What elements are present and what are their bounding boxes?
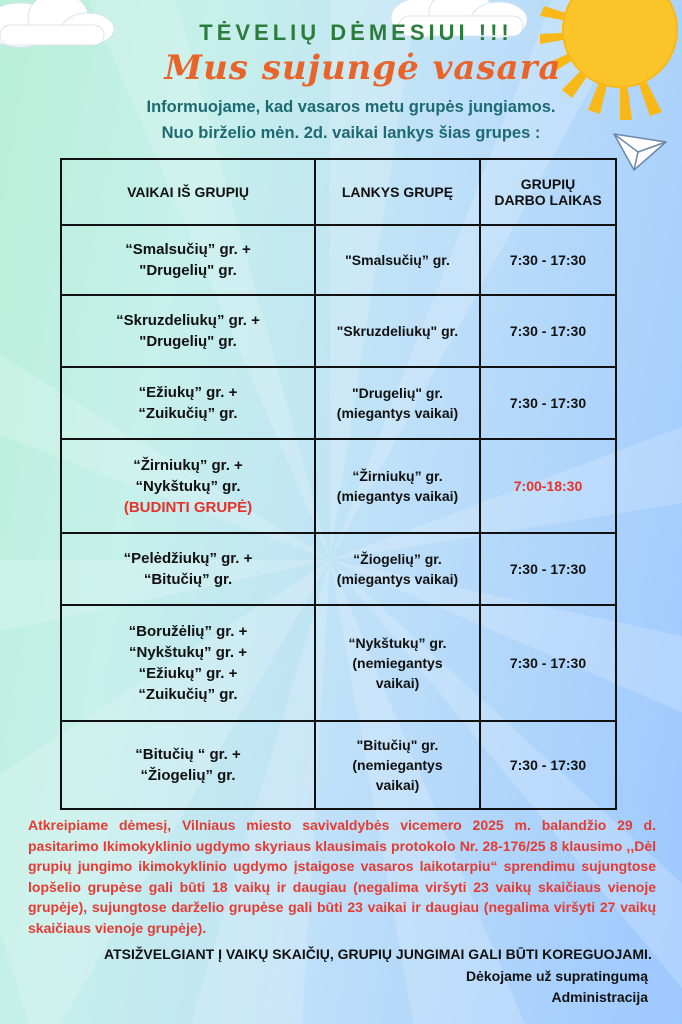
from-group-line: “Smalsučių” gr. +: [125, 241, 251, 258]
target-group-line: “Žiogelių” gr.: [353, 551, 442, 567]
target-group-cell: [315, 225, 480, 295]
target-group-line: (nemiegantys: [352, 655, 443, 671]
table-header-row: [61, 159, 616, 225]
target-group-cell: [315, 439, 480, 533]
from-group-line: “Bitučių “ gr. +: [135, 746, 241, 763]
hours-cell: 7:30 - 17:30: [480, 605, 616, 721]
target-group-line: "Smalsučių” gr.: [345, 252, 450, 268]
target-group-line: "Bitučių" gr.: [356, 737, 439, 753]
thanks-text: Dėkojame už supratingumą: [465, 968, 648, 984]
target-group-line: (nemiegantys: [352, 757, 443, 773]
from-group-line: “Nykštukų” gr.: [135, 477, 241, 495]
target-group-line: (miegantys vaikai): [336, 405, 459, 421]
from-group-line: "Drugelių" gr.: [139, 333, 237, 350]
intro-text-line-1: Informuojame, kad vasaros metu grupės jungiamos.: [146, 98, 556, 116]
from-group-line: “Žiogelių” gr.: [140, 767, 236, 784]
target-group-line: vaikai): [375, 777, 420, 793]
from-group-line: "Drugelių" gr.: [139, 262, 237, 279]
from-group-line: “Ežiukų” gr. +: [138, 665, 238, 682]
hours-cell: 7:30 - 17:30: [480, 533, 616, 605]
from-group-line: “Zuikučių” gr.: [138, 686, 238, 703]
column-header-hours-line1: GRUPIŲ: [520, 176, 576, 192]
page-title: TĖVELIŲ DĖMESIUI !!!: [199, 20, 513, 45]
from-groups-cell: [61, 367, 315, 439]
target-group-line: vaikai): [375, 675, 420, 691]
target-group-line: “Žirniukų” gr.: [352, 468, 443, 484]
hours-cell: 7:30 - 17:30: [480, 225, 616, 295]
target-group-line: "Skruzdeliukų" gr.: [336, 323, 459, 339]
page-subtitle: Mus sujungė vasara: [164, 48, 562, 88]
from-group-line: “Skruzdeliukų” gr. +: [116, 312, 260, 329]
from-group-line: “Nykštukų” gr. +: [129, 644, 247, 661]
from-group-line: “Zuikučių” gr.: [138, 405, 238, 422]
column-header-from-groups: VAIKAI IŠ GRUPIŲ: [61, 159, 315, 225]
from-groups-cell: [61, 439, 315, 533]
hours-cell: 7:30 - 17:30: [480, 721, 616, 809]
from-group-line: “Boružėlių” gr. +: [128, 623, 248, 640]
intro-text-line-2: Nuo birželio mėn. 2d. vaikai lankys šias grupes :: [161, 124, 541, 142]
adjustment-note: ATSIŽVELGIANT Į VAIKŲ SKAIČIŲ, GRUPIŲ JUNGIMAI GALI BŪTI KOREGUOJAMI.: [104, 946, 652, 962]
column-header-target-group: LANKYS GRUPĘ: [315, 159, 480, 225]
target-group-cell: [315, 533, 480, 605]
from-groups-cell: [61, 721, 315, 809]
from-group-line: “Pelėdžiukų” gr. +: [123, 550, 253, 567]
group-schedule-table: [60, 158, 617, 810]
table-row: [61, 605, 616, 721]
target-group-line: “Nykštukų” gr.: [348, 635, 447, 651]
hours-cell: 7:30 - 17:30: [480, 295, 616, 367]
column-header-hours-line2: DARBO LAIKAS: [494, 192, 602, 208]
from-group-line: “Bitučių” gr.: [143, 571, 233, 588]
table-row: [61, 367, 616, 439]
column-header-hours: [480, 159, 616, 225]
target-group-line: (miegantys vaikai): [336, 571, 459, 587]
target-group-cell: [315, 721, 480, 809]
from-groups-cell: [61, 295, 315, 367]
from-groups-cell: [61, 225, 315, 295]
target-group-cell: [315, 605, 480, 721]
table-row: [61, 295, 616, 367]
hours-cell: 7:30 - 17:30: [480, 367, 616, 439]
hours-cell: 7:00-18:30: [480, 439, 616, 533]
from-group-line: “Žirniukų” gr. +: [133, 456, 243, 474]
signature-text: Administracija: [551, 989, 648, 1005]
from-group-line: “Ežiukų” gr. +: [138, 384, 238, 401]
from-groups-cell: [61, 533, 315, 605]
regulation-notice: Atkreipiame dėmesį, Vilniaus miesto savivaldybės vicemero 2025 m. balandžio 29 d. pasitarimo Ikimokyklinio ugdymo skyriaus klausimais protokolo Nr. 28-176/25 8 klausimo ,,Dėl grupių jungimo ikimokyklinio ugdymo įstaigose vasaros laikotarpiu“ sprendimu sujungtose lopšelio grupėse gali būti 18 vaikų ir daugiau (negalima viršyti 23 vaikų skaičiaus vienoje grupėje), sujungtose darželio grupėse gali būti 23 vaikai ir daugiau (negalima viršyti 27 vaikų skaičiaus vienoje grupėje).: [28, 817, 656, 936]
table-row: [61, 439, 616, 533]
table-row: [61, 533, 616, 605]
duty-group-label: (BUDINTI GRUPĖ): [123, 498, 253, 516]
target-group-cell: [315, 295, 480, 367]
target-group-line: "Drugelių" gr.: [351, 385, 444, 401]
from-groups-cell: [61, 605, 315, 721]
target-group-cell: [315, 367, 480, 439]
target-group-line: (miegantys vaikai): [336, 488, 459, 504]
table-row: [61, 225, 616, 295]
table-row: [61, 721, 616, 809]
